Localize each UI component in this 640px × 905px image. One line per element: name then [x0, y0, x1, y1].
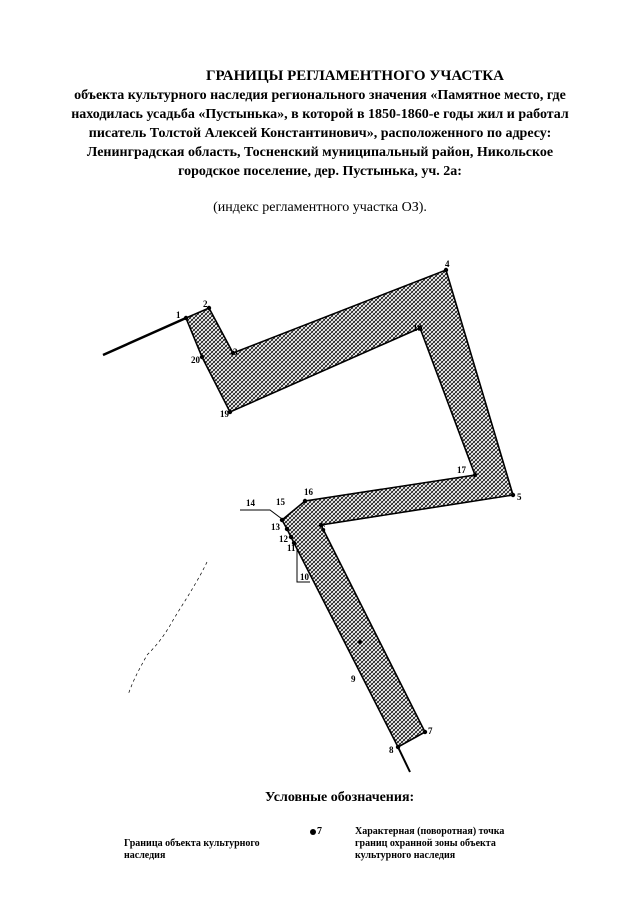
- dashed-contour: [128, 562, 207, 695]
- protection-zone-polygon: [186, 270, 513, 747]
- point-label-13: 13: [271, 522, 280, 532]
- point-label-10: 10: [300, 572, 309, 582]
- legend-title: Условные обозначения:: [265, 790, 415, 805]
- title-line-4: Ленинградская область, Тосненский муниципальный район, Никольское: [86, 145, 554, 160]
- point-label-14: 14: [246, 498, 255, 508]
- point-marker-7: [423, 730, 427, 734]
- point-label-7: 7: [428, 726, 433, 736]
- title-line-3: писатель Толстой Алексей Константинович», расположенного по адресу:: [88, 126, 552, 141]
- point-label-20: 20: [191, 355, 200, 365]
- point-marker-5: [511, 493, 515, 497]
- point-marker-20: [200, 355, 204, 359]
- point-marker-1: [184, 316, 188, 320]
- legend-boundary-label: Граница объекта культурного наследия: [124, 838, 260, 861]
- point-marker-15: [280, 518, 284, 522]
- point-label-1: 1: [176, 310, 181, 320]
- point-label-17: 17: [457, 465, 466, 475]
- point-marker-12: [289, 535, 293, 539]
- point-label-4: 4: [445, 259, 450, 269]
- point-marker-16: [303, 499, 307, 503]
- point-marker-9: [358, 640, 362, 644]
- title-line-2: находилась усадьба «Пустынька», в которой в 1850-1860-е годы жил и работал: [71, 107, 569, 122]
- point-label-15: 15: [276, 497, 285, 507]
- point-label-5: 5: [517, 492, 522, 502]
- road-line-south: [398, 747, 410, 772]
- point-marker-13: [285, 527, 289, 531]
- legend-point-sample: [310, 826, 322, 837]
- page-title: ГРАНИЦЫ РЕГЛАМЕНТНОГО УЧАСТКА: [206, 68, 504, 84]
- point-label-19: 19: [220, 409, 229, 419]
- point-label-6: 6: [321, 524, 326, 534]
- point-label-2: 2: [203, 299, 208, 309]
- point-label-18: 18: [413, 323, 422, 333]
- index-subtitle: (индекс регламентного участка ОЗ).: [213, 200, 427, 215]
- point-label-3: 3: [233, 347, 238, 357]
- point-marker-icon: [310, 829, 316, 835]
- legend-point-number: 7: [317, 826, 322, 837]
- point-label-16: 16: [304, 487, 313, 497]
- point-marker-8: [396, 745, 400, 749]
- point-marker-17: [473, 473, 477, 477]
- point-label-9: 9: [351, 674, 356, 684]
- point-label-8: 8: [389, 745, 394, 755]
- point-label-11: 11: [287, 543, 296, 553]
- legend-point-label: Характерная (поворотная) точка границ охранной зоны объекта культурного наследия: [355, 826, 505, 861]
- leader-line-14: [240, 510, 290, 525]
- road-line-west: [103, 318, 186, 355]
- point-label-12: 12: [279, 534, 288, 544]
- title-line-1: объекта культурного наследия регионального значения «Памятное место, где: [74, 88, 566, 103]
- title-line-5: городское поселение, дер. Пустынька, уч. 2а:: [178, 164, 462, 179]
